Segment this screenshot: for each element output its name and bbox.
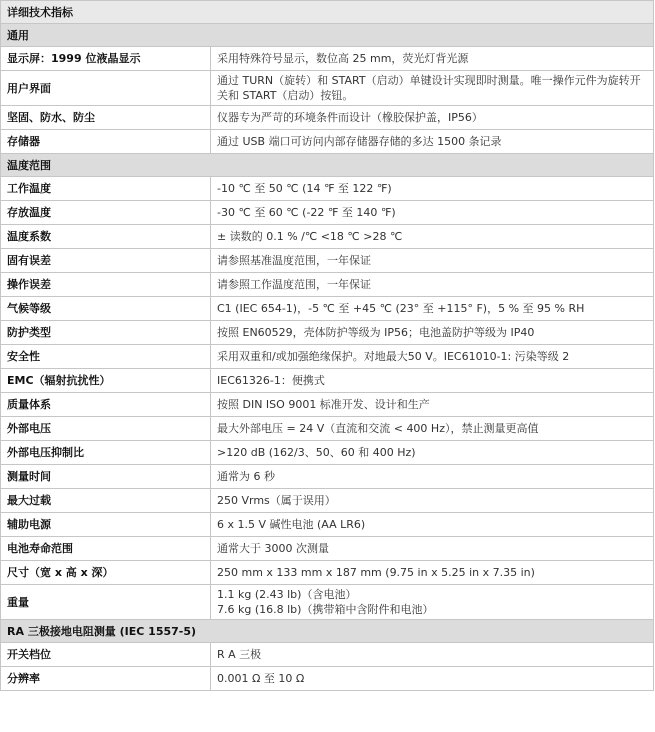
spec-value-line: R A 三极 — [217, 648, 262, 661]
spec-label: 重量 — [1, 585, 211, 620]
spec-value — [211, 489, 654, 513]
spec-label: 最大过载 — [1, 489, 211, 513]
spec-value — [211, 47, 654, 71]
spec-label: 开关档位 — [1, 643, 211, 667]
spec-value — [211, 297, 654, 321]
table-row — [1, 537, 654, 561]
table-row — [1, 225, 654, 249]
table-row — [1, 585, 654, 620]
spec-label: 外部电压 — [1, 417, 211, 441]
table-row — [1, 249, 654, 273]
spec-label: 质量体系 — [1, 393, 211, 417]
table-row — [1, 417, 654, 441]
spec-value-line: IEC61326-1：便携式 — [217, 374, 325, 387]
spec-value-line: >120 dB (162/3、50、60 和 400 Hz) — [217, 446, 416, 459]
spec-value — [211, 537, 654, 561]
spec-value — [211, 643, 654, 667]
spec-value — [211, 321, 654, 345]
spec-value-line: 采用特殊符号显示，数位高 25 mm，荧光灯背光源 — [217, 52, 469, 65]
table-row — [1, 513, 654, 537]
spec-value-line: 仪器专为严苛的环境条件而设计（橡胶保护盖，IP56） — [217, 111, 483, 124]
spec-value-line: 请参照基准温度范围，一年保证 — [217, 254, 371, 267]
table-title: 详细技术指标 — [1, 1, 654, 24]
spec-label: 气候等级 — [1, 297, 211, 321]
spec-label: 用户界面 — [1, 71, 211, 106]
table-row — [1, 465, 654, 489]
spec-value-line: 通过 USB 端口可访问内部存储器存储的多达 1500 条记录 — [217, 135, 502, 148]
table-row — [1, 130, 654, 154]
spec-value — [211, 249, 654, 273]
table-row — [1, 667, 654, 691]
spec-value-line: 250 mm x 133 mm x 187 mm (9.75 in x 5.25 in x 7.35 in) — [217, 566, 535, 579]
spec-value — [211, 130, 654, 154]
table-row — [1, 201, 654, 225]
section-title: 通用 — [1, 24, 654, 47]
spec-label: 尺寸（宽 x 高 x 深） — [1, 561, 211, 585]
spec-value-line: 请参照工作温度范围，一年保证 — [217, 278, 371, 291]
spec-value — [211, 225, 654, 249]
spec-label: 温度系数 — [1, 225, 211, 249]
spec-label: 显示屏：1999 位液晶显示 — [1, 47, 211, 71]
table-row — [1, 106, 654, 130]
spec-label: 存储器 — [1, 130, 211, 154]
table-row — [1, 393, 654, 417]
section-title: RA 三极接地电阻测量 (IEC 1557-5) — [1, 620, 654, 643]
spec-value — [211, 369, 654, 393]
spec-value-line: 0.001 Ω 至 10 Ω — [217, 672, 305, 685]
table-title-row — [1, 1, 654, 24]
section-title: 温度范围 — [1, 154, 654, 177]
spec-label: 工作温度 — [1, 177, 211, 201]
table-row — [1, 321, 654, 345]
spec-value — [211, 71, 654, 106]
spec-label: 存放温度 — [1, 201, 211, 225]
spec-value — [211, 201, 654, 225]
spec-value — [211, 393, 654, 417]
spec-value-line: 1.1 kg (2.43 lb)（含电池） — [217, 588, 357, 601]
spec-value-line: 通常大于 3000 次测量 — [217, 542, 329, 555]
spec-label: 固有误差 — [1, 249, 211, 273]
spec-value-line: 7.6 kg (16.8 lb)（携带箱中含附件和电池） — [217, 603, 434, 616]
spec-value-line: 通过 TURN（旋转）和 START（启动）单键设计实现即时测量。唯一操作元件为旋转开关和 START（启动）按钮。 — [217, 74, 641, 102]
table-row — [1, 561, 654, 585]
spec-value — [211, 106, 654, 130]
spec-value-line: 采用双重和/或加强绝缘保护。对地最大50 V。IEC61010-1: 污染等级 2 — [217, 350, 570, 363]
table-row — [1, 369, 654, 393]
section-header-row — [1, 24, 654, 47]
spec-value-line: 6 x 1.5 V 碱性电池 (AA LR6) — [217, 518, 366, 531]
table-row — [1, 273, 654, 297]
spec-value — [211, 585, 654, 620]
spec-value — [211, 513, 654, 537]
table-row — [1, 643, 654, 667]
section-header-row — [1, 154, 654, 177]
table-row — [1, 441, 654, 465]
table-row — [1, 71, 654, 106]
spec-label: 防护类型 — [1, 321, 211, 345]
spec-label: 电池寿命范围 — [1, 537, 211, 561]
spec-label: 外部电压抑制比 — [1, 441, 211, 465]
spec-value — [211, 561, 654, 585]
spec-value-line: C1 (IEC 654-1)，-5 ℃ 至 +45 ℃ (23° 至 +115° F)，5 % 至 95 % RH — [217, 302, 585, 315]
spec-label: 操作误差 — [1, 273, 211, 297]
spec-value — [211, 177, 654, 201]
spec-value — [211, 345, 654, 369]
spec-value-line: 250 Vrms（属于误用） — [217, 494, 336, 507]
spec-value — [211, 465, 654, 489]
spec-value — [211, 667, 654, 691]
spec-label: EMC（辐射抗扰性） — [1, 369, 211, 393]
spec-value-line: 通常为 6 秒 — [217, 470, 275, 483]
spec-label: 测量时间 — [1, 465, 211, 489]
spec-value-line: 按照 EN60529，壳体防护等级为 IP56；电池盖防护等级为 IP40 — [217, 326, 535, 339]
table-row — [1, 297, 654, 321]
spec-label: 坚固、防水、防尘 — [1, 106, 211, 130]
spec-label: 安全性 — [1, 345, 211, 369]
spec-value-line: 最大外部电压 = 24 V（直流和交流 < 400 Hz），禁止测量更高值 — [217, 422, 539, 435]
section-header-row — [1, 620, 654, 643]
spec-value-line: ± 读数的 0.1 % /℃ <18 ℃ >28 ℃ — [217, 230, 403, 243]
table-row — [1, 47, 654, 71]
table-row — [1, 177, 654, 201]
table-row — [1, 345, 654, 369]
spec-value-line: 按照 DIN ISO 9001 标准开发、设计和生产 — [217, 398, 430, 411]
spec-label: 辅助电源 — [1, 513, 211, 537]
spec-value-line: -10 ℃ 至 50 ℃ (14 ℉ 至 122 ℉) — [217, 182, 392, 195]
spec-table-body — [1, 1, 654, 691]
spec-value — [211, 417, 654, 441]
table-row — [1, 489, 654, 513]
spec-value — [211, 441, 654, 465]
spec-label: 分辨率 — [1, 667, 211, 691]
spec-value-line: -30 ℃ 至 60 ℃ (-22 ℉ 至 140 ℉) — [217, 206, 396, 219]
spec-value — [211, 273, 654, 297]
